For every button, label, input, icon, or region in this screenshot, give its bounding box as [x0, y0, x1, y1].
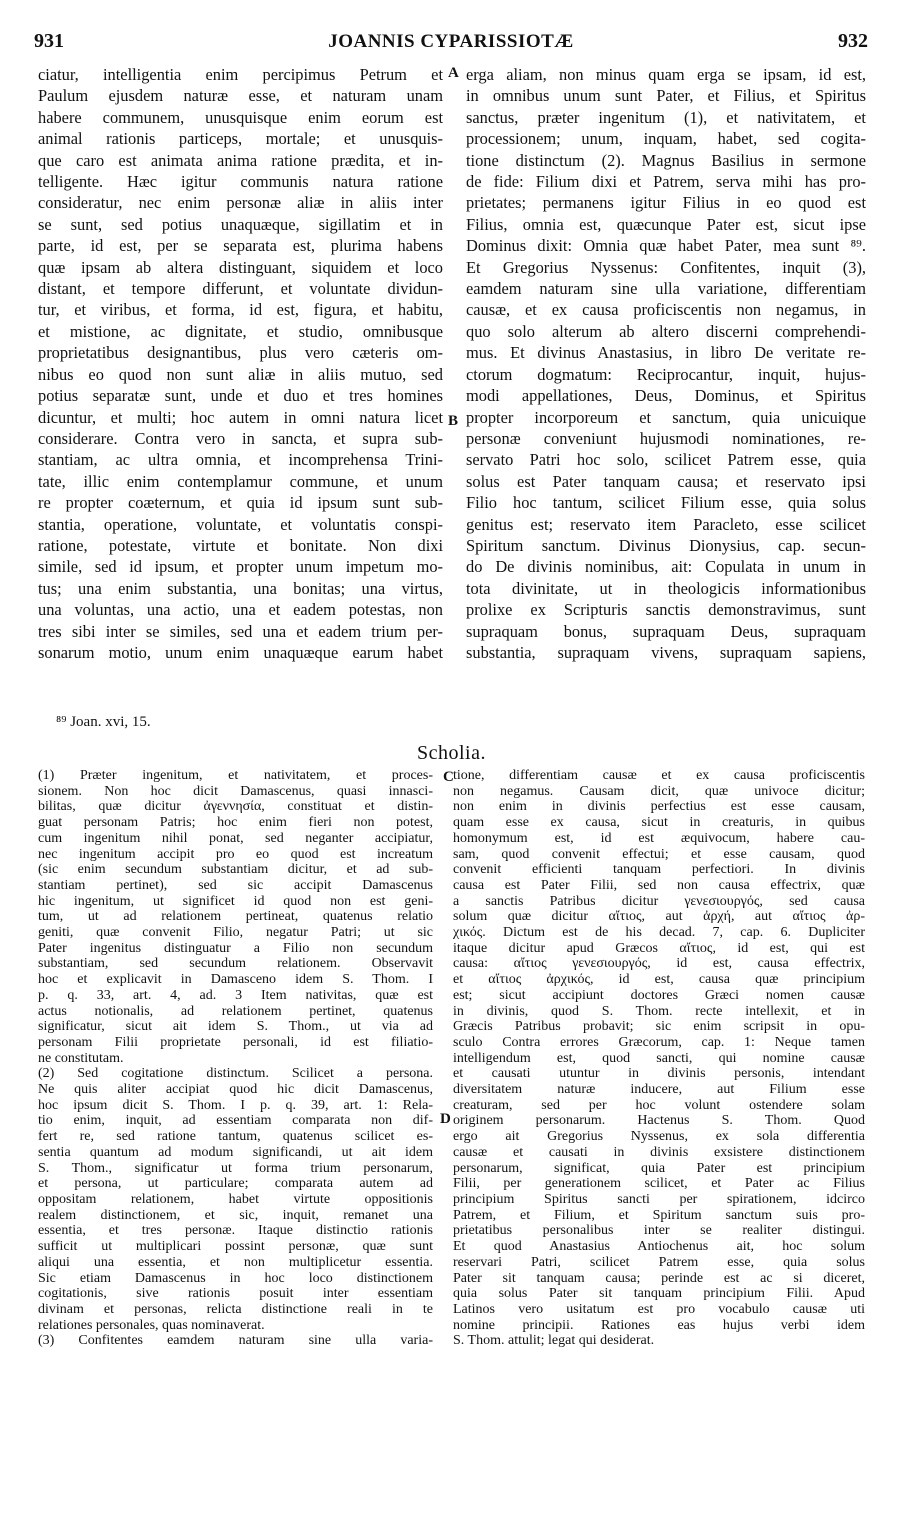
text-line: geniti, quæ convenit Filio, negatur Patri; ut sic [38, 925, 433, 941]
text-line: p. q. 33, art. 4, ad. 3 Item nativitas, quæ est [38, 987, 433, 1003]
text-line: S. Thom., significatur ut forma trium personarum, [38, 1160, 433, 1176]
text-line: significatur, sicut ait idem S. Thom., ut via ad [38, 1019, 433, 1035]
text-line: tate, illic enim contemplamur commune, et unum [38, 471, 443, 491]
text-line: mus. Et divinus Anastasius, in libro De veritate re- [466, 343, 866, 363]
text-line: nibus eo quod non sunt aliæ in aliis mutuo, sed [38, 364, 443, 384]
margin-marker-d: D [440, 1111, 451, 1127]
margin-marker-b: B [448, 413, 459, 429]
text-line: tione distinctum (2). Magnus Basilius in sermone [466, 150, 866, 170]
main-left-paragraph [38, 64, 443, 663]
text-line: hoc ipsum dicit S. Thom. I p. q. 39, art. 1: Rela- [38, 1097, 433, 1113]
text-line: ergo ait Gregorius Nyssenus, ex sola differentia [453, 1129, 865, 1145]
text-line: a sanctis Patribus dicitur γενεσιουργός, sed causa [453, 893, 865, 909]
text-line: in omnibus unum sunt Pater, et Filius, et Spiritus [466, 86, 866, 106]
text-line: sanctus, præter ingenitum (1), et nativitatem, et [466, 107, 866, 127]
text-line: stantiam pertinet), sed sic accipit Damascenus [38, 877, 433, 893]
text-line: tio enim, inquit, ad essentiam comparata non dif- [38, 1113, 433, 1129]
text-line: potius separatæ sunt, unde et duo et tres homines [38, 386, 443, 406]
text-line: Filio hoc tantum, scilicet Filium esse, quia solus [466, 493, 866, 513]
text-line: quia solus Pater sit tanquam principium Filii. Apud [453, 1286, 865, 1302]
text-line: modi appellationes, Deus, Dominus, et Spiritus [466, 386, 866, 406]
text-line: non enim in divinis perfectius est esse causam, [453, 799, 865, 815]
page-number-left: 931 [34, 30, 64, 52]
text-line: aliqui una essentia, et non multiplicetur essentia. [38, 1254, 433, 1270]
text-line: causæ, et ex causa proficiscentis non negamus, in [466, 300, 866, 320]
text-line: S. Thom. attulit; legat qui desiderat. [453, 1333, 655, 1349]
text-line: Spiritum sanctum. Divinus Dionysius, cap. secun- [466, 535, 866, 555]
text-line: sufficit ut multiplicari possint personæ, quæ sunt [38, 1239, 433, 1255]
text-line: Filius, omnia est, quæcunque Pater est, sicut ipse [466, 214, 866, 234]
page-number-right: 932 [838, 30, 868, 52]
scholia-right-column [453, 768, 865, 1349]
page-header [34, 30, 868, 54]
text-line: de fide: Filium dixi et Patrem, serva mihi has pro- [466, 172, 866, 192]
text-line: χικός. Dictum est de his decad. 7, cap. 6. Dupliciter [453, 925, 865, 941]
text-line: erga aliam, non minus quam erga se ipsam, id est, [466, 65, 866, 84]
scholia-right-text [453, 768, 865, 1349]
text-line: Paulum ejusdem naturæ esse, et naturam unam [38, 86, 443, 106]
text-line: cum ingenitum nihil ponat, sed neganter accipiatur, [38, 830, 433, 846]
text-line: itaque dicitur apud Græcos αἴτιος, id est, qui est [453, 940, 865, 956]
text-line: considerare. Contra vero in sancta, et supra sub- [38, 428, 443, 448]
text-line: personarum, significat, quia Pater est principium [453, 1160, 865, 1176]
text-line: (1) Præter ingenitum, et nativitatem, et proces- [38, 768, 433, 783]
text-line: tus; una enim substantia, una bonitas; una virtus, [38, 578, 443, 598]
text-line: originem personarum. Hactenus S. Thom. Quod [453, 1113, 865, 1129]
text-line: substantia, supraquam vivens, supraquam sapiens, [466, 642, 866, 662]
text-line: simile, sed id ipsum, et propter unum impetum mo- [38, 557, 443, 577]
text-line: (2) Sed cogitatione distinctum. Scilicet a persona. [38, 1066, 433, 1082]
text-line: re propter coæternum, et quia id ipsum sunt sub- [38, 493, 443, 513]
scholia-left-column [38, 768, 433, 1349]
text-line: consideratur, nec enim personæ aliæ in aliis inter [38, 193, 443, 213]
text-line: telligente. Hæc igitur communis natura ratione [38, 172, 443, 192]
text-line: guat personam Patris; hoc enim fieri non potest, [38, 815, 433, 831]
text-line: Dominus dixit: Omnia quæ habet Pater, mea sunt ⁸⁹. [466, 236, 866, 256]
text-line: Filii, per generationem scilicet, et Pater ac Filius [453, 1176, 865, 1192]
text-line: (sic enim secundum substantiam dicitur, et ad sub- [38, 862, 433, 878]
text-line: cogitationis, sive rationis posuit inter essentiam [38, 1286, 433, 1302]
text-line: divinam et personas, relicta distinctione reali in te [38, 1301, 433, 1317]
text-line: Pater ingenitus distinguatur a Filio non secundum [38, 940, 433, 956]
text-line: bilitas, quæ dicitur ἀγεννησία, constituat et distin- [38, 799, 433, 815]
text-line: Et Gregorius Nyssenus: Confitentes, inquit (3), [466, 257, 866, 277]
text-line: nomine principii. Rationes eas hujus verbi idem [453, 1317, 865, 1333]
text-line: relationes personales, quas nominaverat. [38, 1317, 265, 1333]
text-line: stantia, operatione, voluntate, et voluntatis conspi- [38, 514, 443, 534]
margin-marker-a: A [448, 65, 459, 81]
text-line: stantiam, ac ultra omnia, et incomprehensa Trini- [38, 450, 443, 470]
text-line: quæ ipsam ab altera distinguant, siquidem et loco [38, 257, 443, 277]
text-line: principium Spiritus sancti per spirationem, idcirco [453, 1191, 865, 1207]
text-line: homonymum est, id est æquivocum, habere cau- [453, 830, 865, 846]
text-line: distant, et tempore differunt, et voluntate dividun- [38, 279, 443, 299]
text-line: supraquam bonus, supraquam Deus, supraquam [466, 621, 866, 641]
text-line: sculo Contra errores Græcorum, cap. 1: Neque tamen [453, 1034, 865, 1050]
text-line: ciatur, intelligentia enim percipimus Petrum et [38, 65, 443, 84]
text-line: se sunt, sed potius unaquæque, sigillatim et in [38, 214, 443, 234]
text-line: Græcis Patribus probavit; sic enim scripsit in opu- [453, 1019, 865, 1035]
text-line: dicuntur, et multi; hoc autem in omni natura licet [38, 407, 443, 427]
margin-marker-c: C [443, 769, 454, 785]
text-line: animal rationis particeps, mortale; et unusquis- [38, 129, 443, 149]
text-line: convenit efficienti tanquam perfectiori. In divinis [453, 862, 865, 878]
text-line: prietates; permanens igitur Filius in eo quod est [466, 193, 866, 213]
text-line: essentia, et tres personæ. Itaque distinctio rationis [38, 1223, 433, 1239]
text-line: habere communem, unusquisque enim eorum est [38, 107, 443, 127]
text-line: causæ et causati in divinis exsistere distinctionem [453, 1144, 865, 1160]
text-line: non negamus. Causam dicit, quæ univoce dicitur; [453, 783, 865, 799]
text-line: personæ conveniunt hujusmodi nominationes, re- [466, 428, 866, 448]
text-line: fert re, sed ratione tantum, quatenus scilicet es- [38, 1129, 433, 1145]
text-line: sionem. Non hoc dicit Damascenus, quasi innasci- [38, 783, 433, 799]
scholia-left-text [38, 768, 433, 1349]
text-line: reservari Patri, scilicet Patrem esse, quia solus [453, 1254, 865, 1270]
text-line: ctorum dogmatum: Reciprocantur, inquit, hujus- [466, 364, 866, 384]
text-line: sonarum motio, unum enim unaquæque earum habet [38, 642, 443, 662]
text-line: quam esse ex causa, sicut in creaturis, in quibus [453, 815, 865, 831]
text-line: Patrem, et Filium, et Spiritum sanctum suis pro- [453, 1207, 865, 1223]
text-line: actus notionalis, ad relationem pertinet, quatenus [38, 1003, 433, 1019]
main-right-paragraph [466, 64, 866, 663]
text-line: ratione, potestate, virtute et bonitate. Non dixi [38, 535, 443, 555]
text-line: tres sibi inter se similes, sed una et eadem trium per- [38, 621, 443, 641]
text-line: tum, ut ad relationem pertineat, quatenus relatio [38, 909, 433, 925]
text-line: in divinis, quod S. Thom. recte intellexit, et in [453, 1003, 865, 1019]
footnote: ⁸⁹ Joan. xvi, 15. [56, 714, 151, 730]
text-line: hoc et explicavit in Damasceno idem S. Thom. I [38, 972, 433, 988]
text-line: prolixe ex Scripturis sanctis demonstravimus, sunt [466, 600, 866, 620]
text-line: propter incorporeum et sanctum, quia unicuique [466, 407, 866, 427]
text-line: et mistione, ac dignitate, et studio, omnibusque [38, 321, 443, 341]
text-line: Sic etiam Damascenus in hoc loco distinctionem [38, 1270, 433, 1286]
running-title: JOANNIS CYPARISSIOTÆ [328, 31, 574, 52]
main-text-right-column [466, 64, 866, 663]
text-line: creaturam, sed per hoc volunt ostendere solam [453, 1097, 865, 1113]
text-line: tur, et viribus, et forma, id est, figura, et habitu, [38, 300, 443, 320]
text-line: oppositam relationem, habet virtute oppositionis [38, 1191, 433, 1207]
text-line: parte, id est, per se separata est, plurima habens [38, 236, 443, 256]
text-line: eamdem naturam sine ulla variatione, differentiam [466, 279, 866, 299]
text-line: una voluntas, una actio, una et eadem potestas, non [38, 600, 443, 620]
text-line: causa est Pater Filii, sed non causa effectrix, quæ [453, 877, 865, 893]
text-line: servato Patri hoc solo, scilicet Patrem esse, quia [466, 450, 866, 470]
text-line: tota divinitate, ut in theologicis informationibus [466, 578, 866, 598]
text-line: Et quod Anastasius Antiochenus ait, hoc solum [453, 1239, 865, 1255]
text-line: Ne quis aliter accipiat quod hic dicit Damascenus, [38, 1082, 433, 1098]
text-line: et persona, ut particulare; comparata autem ad [38, 1176, 433, 1192]
text-line: Pater sit tanquam causa; perinde est ac si diceret, [453, 1270, 865, 1286]
text-line: ne constitutam. [38, 1050, 124, 1066]
text-line: causa: αἴτιος γενεσιουργός, id est, causa effectrix, [453, 956, 865, 972]
text-line: nec ingenitum accipit pro eo quod est increatum [38, 846, 433, 862]
scholia-heading: Scholia. [417, 742, 486, 764]
text-line: diversitatem naturæ inducere, aut Filium esse [453, 1082, 865, 1098]
text-line: que caro est animata anima ratione prædita, et in- [38, 150, 443, 170]
text-line: substantiam, sed secundum relationem. Observavit [38, 956, 433, 972]
text-line: et αἴτιος ἀρχικός, id est, causa quæ principium [453, 972, 865, 988]
text-line: tione, differentiam causæ et ex causa proficiscentis [453, 768, 865, 783]
main-text-left-column [38, 64, 443, 663]
text-line: et causati utuntur in divinis personis, intendant [453, 1066, 865, 1082]
text-line: sentia quantum ad modum significandi, ut ait idem [38, 1144, 433, 1160]
text-line: hic ingenitum, ut significet id quod non est geni- [38, 893, 433, 909]
text-line: genitus est; reservato item Paracleto, esse scilicet [466, 514, 866, 534]
text-line: solum quæ dicitur αἴτιος, aut ἀρχή, aut αἴτιος ἀρ- [453, 909, 865, 925]
text-line: realem distinctionem, et sic, inquit, remanet una [38, 1207, 433, 1223]
text-line: do De divinis nominibus, ait: Copulata in unum in [466, 557, 866, 577]
text-line: personam Filii proprietate personali, id est filiatio- [38, 1034, 433, 1050]
text-line: intelligendum est, quod sancti, qui nomine causæ [453, 1050, 865, 1066]
text-line: processionem; unum, inquam, habet, sed cogita- [466, 129, 866, 149]
text-line: sam, quod convenit effectui; et esse causam, quod [453, 846, 865, 862]
text-line: (3) Confitentes eamdem naturam sine ulla varia- [38, 1333, 433, 1349]
text-line: solus est Pater tanquam causa; et reservato ipsi [466, 471, 866, 491]
text-line: proprietatibus designantibus, plus vero cæteris om- [38, 343, 443, 363]
text-line: Latinos vero usitatum est pro vocabulo causæ uti [453, 1301, 865, 1317]
text-line: quo solo alterum ab altero discerni comprehendi- [466, 321, 866, 341]
text-line: prietatibus personalibus inter se realiter distingui. [453, 1223, 865, 1239]
text-line: est; sicut accipiunt doctores Græci nomen causæ [453, 987, 865, 1003]
